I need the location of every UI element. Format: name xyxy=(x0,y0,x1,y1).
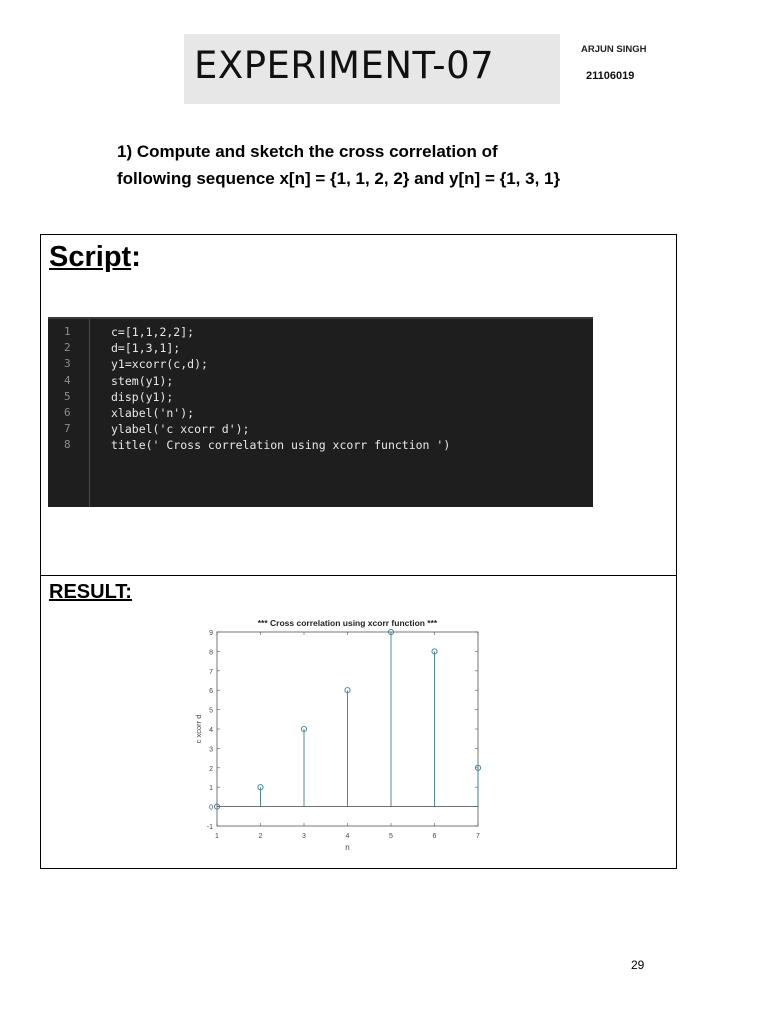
script-heading-label: Script xyxy=(49,241,132,273)
question-line-2: following sequence x[n] = {1, 1, 2, 2} and y[n] = {1, 3, 1} xyxy=(117,169,561,188)
title-box xyxy=(184,34,560,104)
chart-title: *** Cross correlation using xcorr function *** xyxy=(257,618,438,628)
x-tick-label: 5 xyxy=(389,833,393,840)
y-tick-label: 6 xyxy=(209,688,213,696)
author-name: ARJUN SINGH xyxy=(581,44,647,55)
line-number: 4 xyxy=(64,373,71,387)
y-axis-label: c xcorr d xyxy=(194,714,203,744)
line-number: 1 xyxy=(64,325,71,338)
y-tick-label: -1 xyxy=(206,824,213,831)
y-tick-label: 2 xyxy=(209,765,213,773)
y-tick-label: 8 xyxy=(209,649,213,657)
line-number: 6 xyxy=(64,406,71,419)
line-number: 7 xyxy=(64,422,71,436)
script-heading xyxy=(49,241,141,274)
page-number: 29 xyxy=(631,958,645,972)
author-id: 21106019 xyxy=(586,70,635,82)
line-number: 8 xyxy=(64,438,71,452)
question-text xyxy=(117,138,697,192)
x-tick-label: 1 xyxy=(215,833,219,840)
script-heading-colon: : xyxy=(131,241,141,273)
code-line: disp(y1); xyxy=(111,389,174,404)
y-tick-label: 0 xyxy=(209,804,213,812)
section-divider xyxy=(41,575,676,576)
y-tick-label: 5 xyxy=(209,707,213,715)
y-tick-label: 1 xyxy=(209,785,213,793)
y-tick-label: 3 xyxy=(209,746,213,754)
y-tick-label: 9 xyxy=(209,630,213,637)
y-tick-label: 4 xyxy=(209,727,213,734)
x-tick-label: 3 xyxy=(302,833,306,840)
code-line: y1=xcorr(c,d); xyxy=(111,357,208,372)
code-line: c=[1,1,2,2]; xyxy=(111,325,195,339)
code-editor xyxy=(48,317,593,507)
x-axis-label: n xyxy=(345,843,350,852)
line-number: 2 xyxy=(64,341,71,355)
experiment-title: EXPERIMENT-07 xyxy=(194,44,495,87)
x-tick-label: 7 xyxy=(476,833,480,840)
stem-chart xyxy=(155,610,495,860)
result-heading: RESULT: xyxy=(49,581,132,603)
y-tick-label: 7 xyxy=(209,668,213,676)
code-line: ylabel('c xcorr d'); xyxy=(111,422,250,437)
code-line: stem(y1); xyxy=(111,373,174,388)
line-number: 5 xyxy=(64,389,71,403)
code-line: title(' Cross correlation using xcorr function ') xyxy=(111,438,451,453)
question-line-1: 1) Compute and sketch the cross correlation of xyxy=(117,142,498,161)
line-number: 3 xyxy=(64,357,71,371)
code-line: d=[1,3,1]; xyxy=(111,341,181,356)
x-tick-label: 4 xyxy=(345,833,350,840)
x-tick-label: 2 xyxy=(258,833,263,840)
x-tick-label: 6 xyxy=(432,833,437,840)
code-line: xlabel('n'); xyxy=(111,406,195,420)
